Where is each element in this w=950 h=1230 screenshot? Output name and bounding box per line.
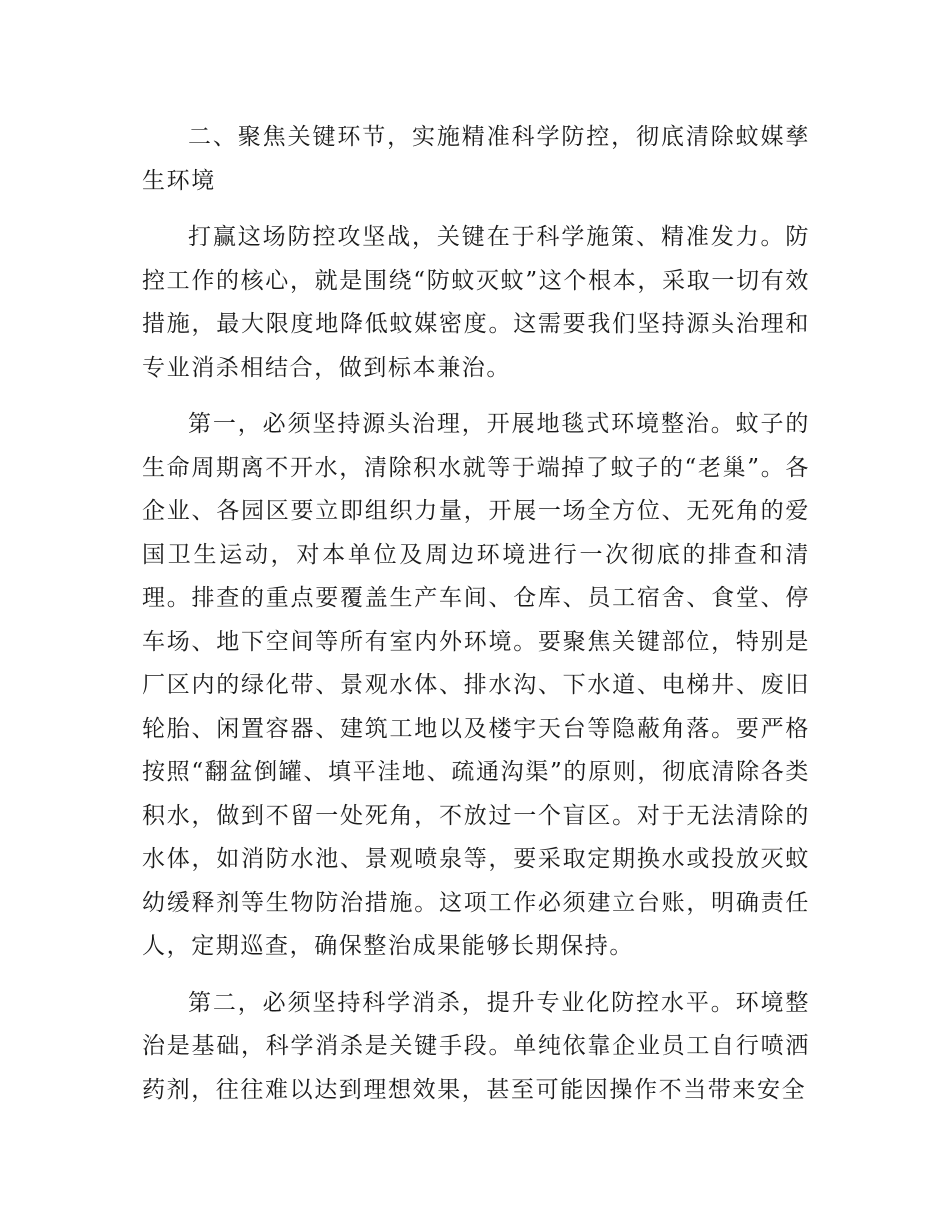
document-body bbox=[142, 116, 810, 1125]
paragraph-first-measure: 第一，必须坚持源头治理，开展地毯式环境整治。蚊子的生命周期离不开水，清除积水就等于端掉了蚊子的“老巢”。各企业、各园区要立即组织力量，开展一场全方位、无死角的爱国卫生运动，对本单位及周边环境进行一次彻底的排查和清理。排查的重点要覆盖生产车间、仓库、员工宿舍、食堂、停车场、地下空间等所有室内外环境。要聚焦关键部位，特别是厂区内的绿化带、景观水体、排水沟、下水道、电梯井、废旧轮胎、闲置容器、建筑工地以及楼宇天台等隐蔽角落。要严格按照“翻盆倒罐、填平洼地、疏通沟渠”的原则，彻底清除各类积水，做到不留一处死角，不放过一个盲区。对于无法清除的水体，如消防水池、景观喷泉等，要采取定期换水或投放灭蚊幼缓释剂等生物防治措施。这项工作必须建立台账，明确责任人，定期巡查，确保整治成果能够长期保持。 bbox=[142, 411, 810, 959]
paragraph-intro: 打赢这场防控攻坚战，关键在于科学施策、精准发力。防控工作的核心，就是围绕“防蚊灭蚊”这个根本，采取一切有效措施，最大限度地降低蚊媒密度。这需要我们坚持源头治理和专业消杀相结合，做到标本兼治。 bbox=[142, 224, 810, 381]
paragraph-second-measure: 第二，必须坚持科学消杀，提升专业化防控水平。环境整治是基础，科学消杀是关键手段。单纯依靠企业员工自行喷洒药剂，往往难以达到理想效果，甚至可能因操作不当带来安全 bbox=[142, 989, 810, 1103]
section-heading: 二、聚焦关键环节，实施精准科学防控，彻底清除蚊媒孳生环境 bbox=[142, 124, 810, 194]
